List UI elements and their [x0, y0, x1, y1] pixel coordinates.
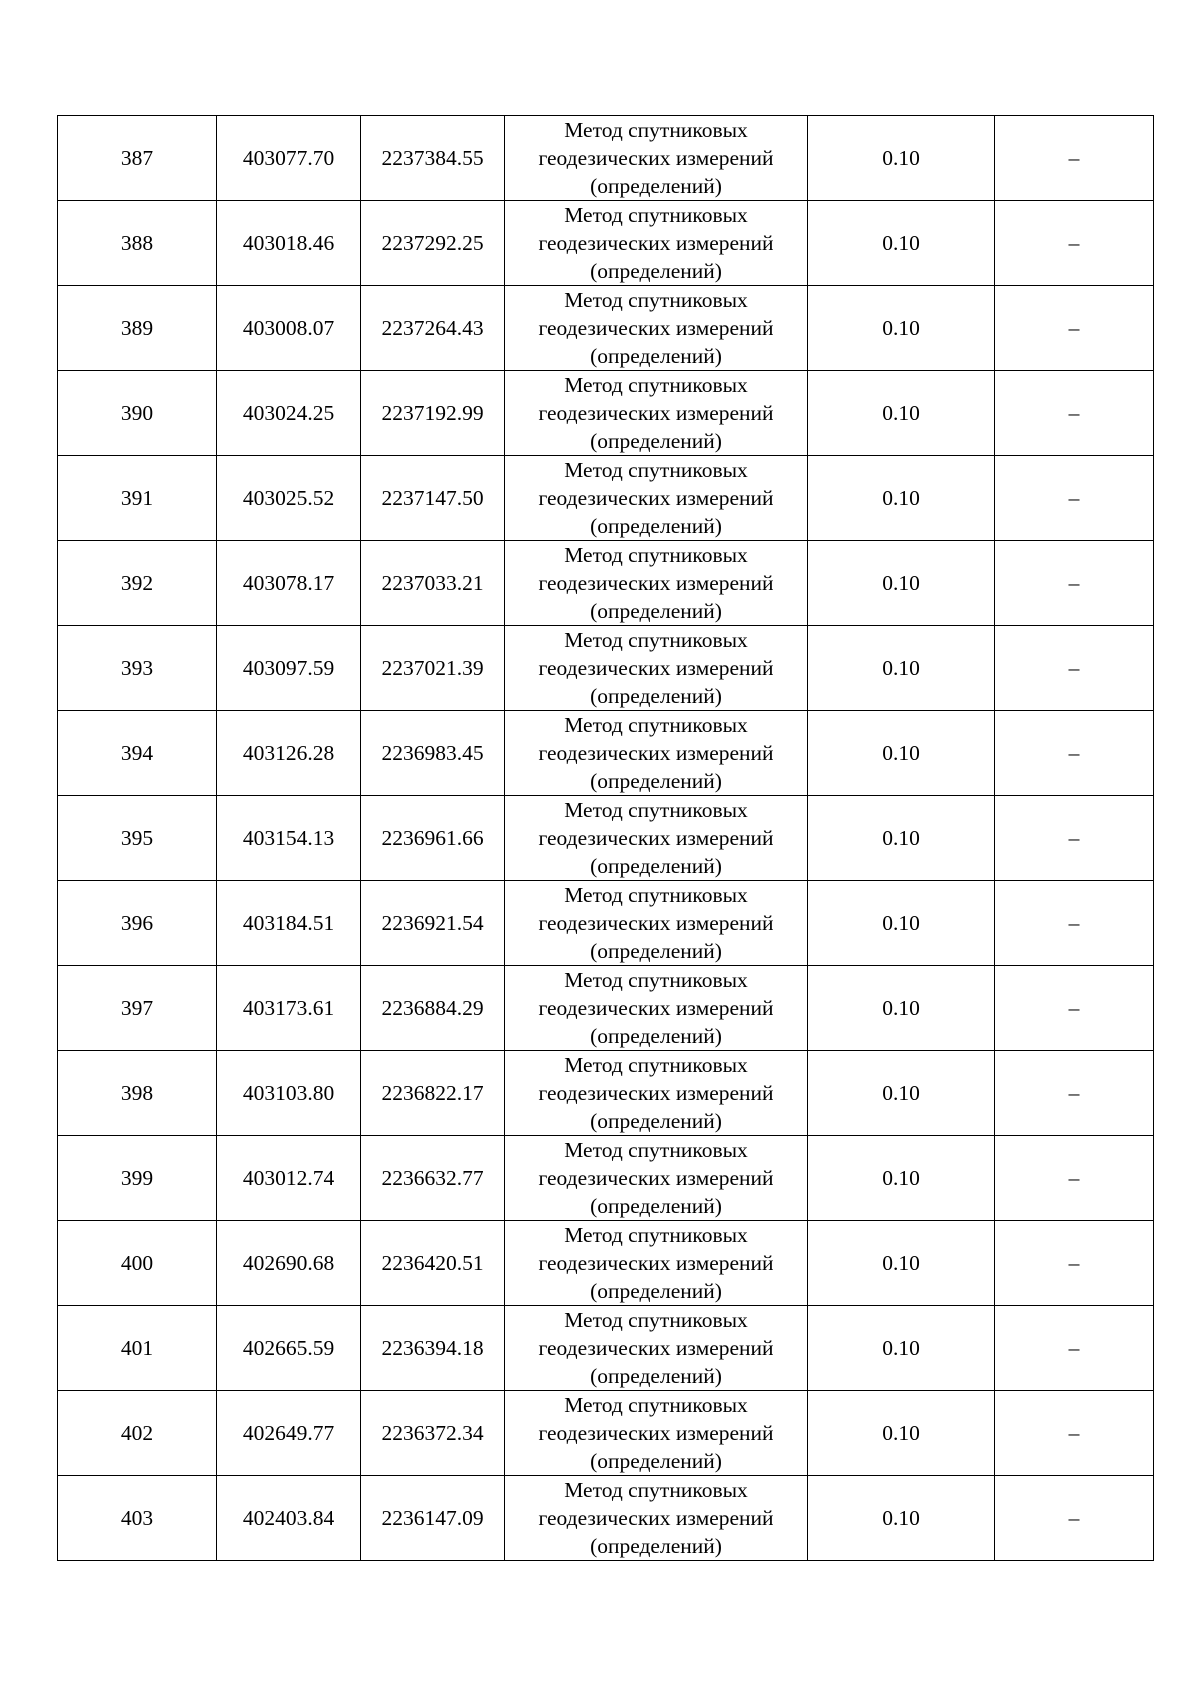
point-number-cell: 392	[58, 541, 217, 626]
accuracy-cell: 0.10	[808, 881, 995, 966]
accuracy-cell: 0.10	[808, 456, 995, 541]
method-line-1: Метод спутниковых	[564, 543, 748, 567]
accuracy-cell: 0.10	[808, 626, 995, 711]
x-coordinate-cell: 402690.68	[217, 1221, 361, 1306]
note-cell: –	[995, 371, 1154, 456]
method-line-3: (определений)	[590, 684, 722, 708]
accuracy-cell: 0.10	[808, 711, 995, 796]
x-coordinate-cell: 402649.77	[217, 1391, 361, 1476]
y-coordinate-cell: 2236961.66	[361, 796, 505, 881]
method-line-3: (определений)	[590, 1449, 722, 1473]
method-line-1: Метод спутниковых	[564, 288, 748, 312]
accuracy-cell: 0.10	[808, 966, 995, 1051]
point-number-cell: 400	[58, 1221, 217, 1306]
method-cell	[505, 201, 808, 286]
y-coordinate-cell: 2236822.17	[361, 1051, 505, 1136]
method-line-1: Метод спутниковых	[564, 883, 748, 907]
table-row	[58, 201, 1154, 286]
y-coordinate-cell: 2237384.55	[361, 116, 505, 201]
note-cell: –	[995, 201, 1154, 286]
x-coordinate-cell: 403154.13	[217, 796, 361, 881]
method-line-2: геодезических измерений	[538, 911, 774, 935]
table-row	[58, 456, 1154, 541]
method-line-1: Метод спутниковых	[564, 1478, 748, 1502]
method-cell	[505, 371, 808, 456]
point-number-cell: 393	[58, 626, 217, 711]
method-line-1: Метод спутниковых	[564, 798, 748, 822]
x-coordinate-cell: 403126.28	[217, 711, 361, 796]
method-cell	[505, 626, 808, 711]
method-line-1: Метод спутниковых	[564, 968, 748, 992]
accuracy-cell: 0.10	[808, 796, 995, 881]
method-cell	[505, 711, 808, 796]
accuracy-cell: 0.10	[808, 541, 995, 626]
method-line-2: геодезических измерений	[538, 1081, 774, 1105]
accuracy-cell: 0.10	[808, 1306, 995, 1391]
method-line-3: (определений)	[590, 939, 722, 963]
x-coordinate-cell: 402665.59	[217, 1306, 361, 1391]
method-line-2: геодезических измерений	[538, 1166, 774, 1190]
method-cell	[505, 881, 808, 966]
method-line-2: геодезических измерений	[538, 316, 774, 340]
y-coordinate-cell: 2237192.99	[361, 371, 505, 456]
note-cell: –	[995, 626, 1154, 711]
coordinates-table-body	[58, 116, 1154, 1561]
table-row	[58, 966, 1154, 1051]
method-cell	[505, 116, 808, 201]
accuracy-cell: 0.10	[808, 1221, 995, 1306]
method-line-1: Метод спутниковых	[564, 1393, 748, 1417]
y-coordinate-cell: 2237033.21	[361, 541, 505, 626]
point-number-cell: 388	[58, 201, 217, 286]
y-coordinate-cell: 2236632.77	[361, 1136, 505, 1221]
point-number-cell: 387	[58, 116, 217, 201]
point-number-cell: 399	[58, 1136, 217, 1221]
method-line-3: (определений)	[590, 1024, 722, 1048]
accuracy-cell: 0.10	[808, 286, 995, 371]
method-line-1: Метод спутниковых	[564, 1053, 748, 1077]
y-coordinate-cell: 2236372.34	[361, 1391, 505, 1476]
method-line-3: (определений)	[590, 1534, 722, 1558]
note-cell: –	[995, 1391, 1154, 1476]
method-line-3: (определений)	[590, 1364, 722, 1388]
method-line-2: геодезических измерений	[538, 231, 774, 255]
method-line-3: (определений)	[590, 599, 722, 623]
table-row	[58, 626, 1154, 711]
method-cell	[505, 1051, 808, 1136]
method-line-2: геодезических измерений	[538, 486, 774, 510]
method-line-2: геодезических измерений	[538, 741, 774, 765]
point-number-cell: 401	[58, 1306, 217, 1391]
note-cell: –	[995, 796, 1154, 881]
coordinates-table	[57, 115, 1154, 1561]
accuracy-cell: 0.10	[808, 1391, 995, 1476]
x-coordinate-cell: 403077.70	[217, 116, 361, 201]
method-line-1: Метод спутниковых	[564, 373, 748, 397]
method-line-2: геодезических измерений	[538, 1336, 774, 1360]
method-line-3: (определений)	[590, 854, 722, 878]
note-cell: –	[995, 541, 1154, 626]
x-coordinate-cell: 403078.17	[217, 541, 361, 626]
table-row	[58, 1306, 1154, 1391]
method-line-3: (определений)	[590, 514, 722, 538]
y-coordinate-cell: 2237264.43	[361, 286, 505, 371]
method-cell	[505, 966, 808, 1051]
table-row	[58, 711, 1154, 796]
y-coordinate-cell: 2237292.25	[361, 201, 505, 286]
x-coordinate-cell: 402403.84	[217, 1476, 361, 1561]
table-row	[58, 116, 1154, 201]
method-line-1: Метод спутниковых	[564, 1138, 748, 1162]
y-coordinate-cell: 2236147.09	[361, 1476, 505, 1561]
note-cell: –	[995, 966, 1154, 1051]
note-cell: –	[995, 1306, 1154, 1391]
y-coordinate-cell: 2237021.39	[361, 626, 505, 711]
method-line-1: Метод спутниковых	[564, 628, 748, 652]
method-line-1: Метод спутниковых	[564, 458, 748, 482]
note-cell: –	[995, 711, 1154, 796]
x-coordinate-cell: 403018.46	[217, 201, 361, 286]
point-number-cell: 394	[58, 711, 217, 796]
x-coordinate-cell: 403097.59	[217, 626, 361, 711]
method-cell	[505, 541, 808, 626]
method-line-2: геодезических измерений	[538, 571, 774, 595]
accuracy-cell: 0.10	[808, 116, 995, 201]
x-coordinate-cell: 403173.61	[217, 966, 361, 1051]
method-line-1: Метод спутниковых	[564, 713, 748, 737]
method-line-3: (определений)	[590, 429, 722, 453]
method-line-3: (определений)	[590, 1194, 722, 1218]
point-number-cell: 390	[58, 371, 217, 456]
point-number-cell: 398	[58, 1051, 217, 1136]
note-cell: –	[995, 116, 1154, 201]
x-coordinate-cell: 403184.51	[217, 881, 361, 966]
method-line-2: геодезических измерений	[538, 401, 774, 425]
method-cell	[505, 796, 808, 881]
method-line-3: (определений)	[590, 1279, 722, 1303]
point-number-cell: 395	[58, 796, 217, 881]
note-cell: –	[995, 286, 1154, 371]
method-line-3: (определений)	[590, 1109, 722, 1133]
y-coordinate-cell: 2236983.45	[361, 711, 505, 796]
method-cell	[505, 1221, 808, 1306]
note-cell: –	[995, 456, 1154, 541]
method-cell	[505, 1306, 808, 1391]
note-cell: –	[995, 1476, 1154, 1561]
method-line-3: (определений)	[590, 769, 722, 793]
method-line-2: геодезических измерений	[538, 996, 774, 1020]
x-coordinate-cell: 403103.80	[217, 1051, 361, 1136]
table-row	[58, 286, 1154, 371]
note-cell: –	[995, 1221, 1154, 1306]
method-line-2: геодезических измерений	[538, 1251, 774, 1275]
method-line-1: Метод спутниковых	[564, 203, 748, 227]
table-row	[58, 1391, 1154, 1476]
method-line-2: геодезических измерений	[538, 1421, 774, 1445]
method-line-1: Метод спутниковых	[564, 1223, 748, 1247]
table-row	[58, 1136, 1154, 1221]
method-cell	[505, 1136, 808, 1221]
accuracy-cell: 0.10	[808, 1051, 995, 1136]
note-cell: –	[995, 881, 1154, 966]
method-cell	[505, 1476, 808, 1561]
method-line-3: (определений)	[590, 344, 722, 368]
method-line-2: геодезических измерений	[538, 146, 774, 170]
accuracy-cell: 0.10	[808, 1476, 995, 1561]
point-number-cell: 402	[58, 1391, 217, 1476]
point-number-cell: 396	[58, 881, 217, 966]
note-cell: –	[995, 1136, 1154, 1221]
method-cell	[505, 286, 808, 371]
method-line-3: (определений)	[590, 259, 722, 283]
y-coordinate-cell: 2237147.50	[361, 456, 505, 541]
y-coordinate-cell: 2236420.51	[361, 1221, 505, 1306]
method-cell	[505, 1391, 808, 1476]
x-coordinate-cell: 403024.25	[217, 371, 361, 456]
x-coordinate-cell: 403012.74	[217, 1136, 361, 1221]
y-coordinate-cell: 2236884.29	[361, 966, 505, 1051]
x-coordinate-cell: 403025.52	[217, 456, 361, 541]
point-number-cell: 403	[58, 1476, 217, 1561]
table-row	[58, 371, 1154, 456]
method-line-1: Метод спутниковых	[564, 118, 748, 142]
method-line-1: Метод спутниковых	[564, 1308, 748, 1332]
table-row	[58, 1221, 1154, 1306]
table-row	[58, 796, 1154, 881]
table-row	[58, 1476, 1154, 1561]
table-row	[58, 881, 1154, 966]
table-row	[58, 1051, 1154, 1136]
x-coordinate-cell: 403008.07	[217, 286, 361, 371]
method-line-2: геодезических измерений	[538, 1506, 774, 1530]
table-row	[58, 541, 1154, 626]
y-coordinate-cell: 2236921.54	[361, 881, 505, 966]
accuracy-cell: 0.10	[808, 1136, 995, 1221]
method-cell	[505, 456, 808, 541]
accuracy-cell: 0.10	[808, 201, 995, 286]
point-number-cell: 389	[58, 286, 217, 371]
point-number-cell: 391	[58, 456, 217, 541]
accuracy-cell: 0.10	[808, 371, 995, 456]
y-coordinate-cell: 2236394.18	[361, 1306, 505, 1391]
method-line-3: (определений)	[590, 174, 722, 198]
note-cell: –	[995, 1051, 1154, 1136]
method-line-2: геодезических измерений	[538, 656, 774, 680]
point-number-cell: 397	[58, 966, 217, 1051]
method-line-2: геодезических измерений	[538, 826, 774, 850]
